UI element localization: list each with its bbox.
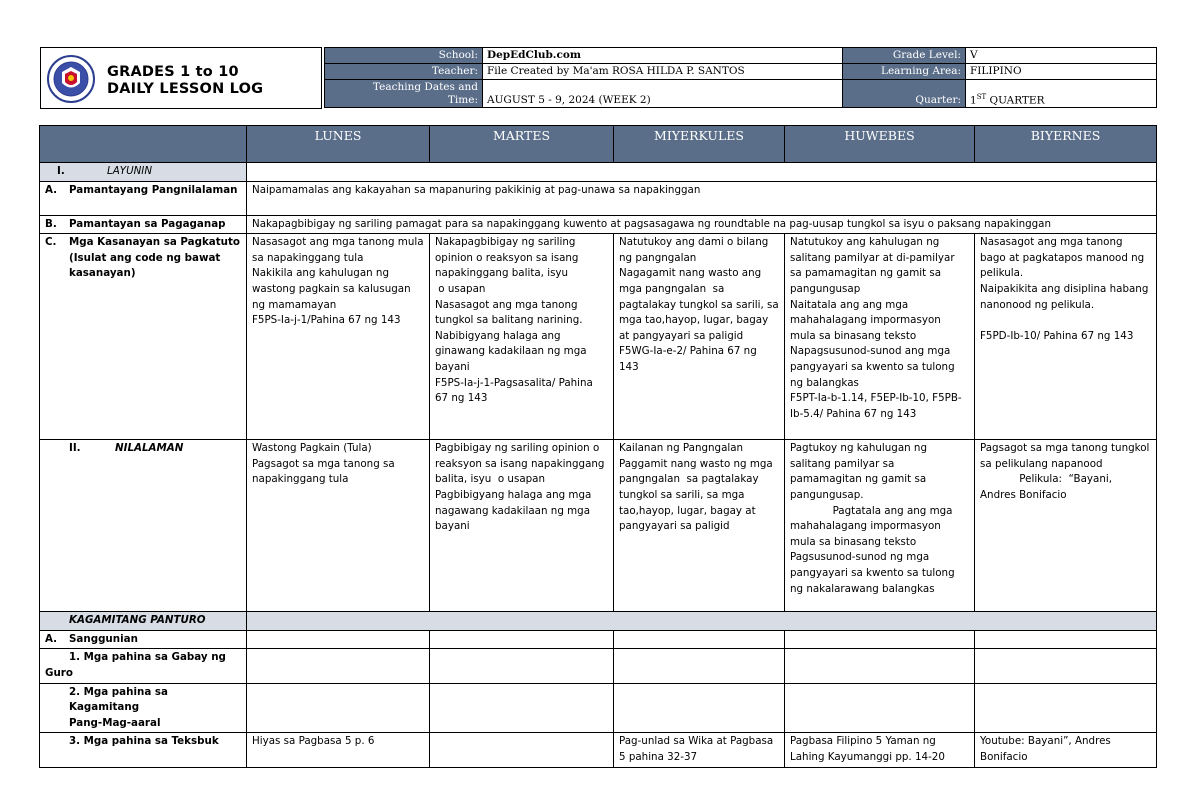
row-a xyxy=(40,181,1157,215)
layunin-num: I. xyxy=(57,165,65,177)
sang-fri xyxy=(975,630,1157,649)
c-fri: Nasasagot ang mga tanong bago at pagkatapos manood ng pelikula. Naipakikita ang disiplina habang nanonood ng pelikula. F5PD-Ib-10/ Pahina 67 ng 143 xyxy=(975,234,1157,440)
mag-aaral-thu xyxy=(785,683,975,733)
corner-cell xyxy=(40,126,247,163)
teksbuk-thu: Pagbasa Filipino 5 Yaman ng Lahing Kayumanggi pp. 14-20 xyxy=(785,733,975,767)
row-c-label xyxy=(40,234,247,440)
row-nilalaman xyxy=(40,440,1157,612)
sang-mon xyxy=(247,630,430,649)
school-value: DepEdClub.com xyxy=(483,48,843,64)
nil-mon: Wastong Pagkain (Tula) Pagsagot sa mga tanong sa napakinggang tula xyxy=(247,440,430,612)
row-c xyxy=(40,234,1157,440)
title-line-2: DAILY LESSON LOG xyxy=(107,81,264,97)
quarter-sup: ST xyxy=(976,92,987,101)
quarter-value xyxy=(966,80,1157,108)
day-header-thu: HUWEBES xyxy=(785,126,975,163)
teksbuk-fri: Youtube: Bayani”, Andres Bonifacio xyxy=(975,733,1157,767)
sang-wed xyxy=(614,630,785,649)
sanggunian-text: Sanggunian xyxy=(69,632,138,645)
c-mon: Nasasagot ang mga tanong mula sa napakinggang tula Nakikila ang kahulugan ng wastong pagkain sa kalusugan ng mamamayan F5PS-Ia-j-1/Pahina 67 ng 143 xyxy=(247,234,430,440)
row-b-num: B. xyxy=(45,217,57,230)
sang-thu xyxy=(785,630,975,649)
row-b-text: Pamantayan sa Pagaganap xyxy=(69,217,226,230)
deped-seal-icon xyxy=(45,54,97,104)
area-value: FILIPINO xyxy=(966,64,1157,80)
row-b-label xyxy=(40,215,247,234)
teksbuk-mon: Hiyas sa Pagbasa 5 p. 6 xyxy=(247,733,430,767)
row-kagamitan xyxy=(40,612,1157,631)
nil-thu: Pagtukoy ng kahulugan ng salitang pamilyar sa pamamagitan ng gamit sa pangungusap. Pagtatala ang ang mga mahahalagang impormasyon mula sa binasang teksto Pagsusunod-sunod ng mga pangyayari sa kwento sa tulong ng nakalarawang balangkas xyxy=(785,440,975,612)
nilalaman-text: NILALAMAN xyxy=(115,442,184,455)
layunin-content xyxy=(247,163,1157,182)
quarter-num: 1 xyxy=(970,94,977,106)
sanggunian-label xyxy=(40,630,247,649)
day-header-mon: LUNES xyxy=(247,126,430,163)
row-c-text: Mga Kasanayan sa Pagkatuto (Isulat ang code ng bawat kasanayan) xyxy=(69,236,240,280)
dates-label-2: Time: xyxy=(447,94,478,106)
gabay-label xyxy=(40,649,247,683)
mag-aaral-fri xyxy=(975,683,1157,733)
day-header-tue: MARTES xyxy=(430,126,614,163)
quarter-label: Quarter: xyxy=(843,80,966,108)
gabay-mon xyxy=(247,649,430,683)
nil-tue: Pagbibigay ng sariling opinion o reaksyon sa isang napakinggang balita, isyu o usapan Pagbibigyang halaga ang mga nagawang kadakilaan ng mga bayani xyxy=(430,440,614,612)
school-label: School: xyxy=(325,48,483,64)
nil-fri: Pagsagot sa mga tanong tungkol sa pelikulang napanood Pelikula: “Bayani, Andres Bonifacio xyxy=(975,440,1157,612)
row-a-num: A. xyxy=(45,183,58,196)
teksbuk-tue xyxy=(430,733,614,767)
gabay-tue xyxy=(430,649,614,683)
nil-wed: Kailanan ng Pangngalan Paggamit nang wasto ng mga pangngalan sa pagtalakay tungkol sa sarili, sa mga tao,hayop, lugar, bagay at pangyayari sa paligid xyxy=(614,440,785,612)
teksbuk-label xyxy=(40,733,247,767)
grade-label: Grade Level: xyxy=(843,48,966,64)
teksbuk-wed: Pag-unlad sa Wika at Pagbasa 5 pahina 32-37 xyxy=(614,733,785,767)
area-label: Learning Area: xyxy=(843,64,966,80)
c-thu: Natutukoy ang kahulugan ng salitang pamilyar at di-pamilyar sa pamamagitan ng gamit sa pangungusap Naitatala ang ang mga mahahalagang impormasyon mula sa binasang teksto Napagsusunod-sunod ang mga pangyayari sa kwento sa tulong ng balangkas F5PT-Ia-b-1.14, F5EP-Ib-10, F5PB-Ib-5.4/ Pahina 67 ng 143 xyxy=(785,234,975,440)
teacher-label: Teacher: xyxy=(325,64,483,80)
row-a-label xyxy=(40,181,247,215)
row-gabay xyxy=(40,649,1157,683)
dates-label-1: Teaching Dates and xyxy=(372,81,478,93)
mag-aaral-wed xyxy=(614,683,785,733)
mag-aaral-label xyxy=(40,683,247,733)
row-sanggunian xyxy=(40,630,1157,649)
sanggunian-num: A. xyxy=(45,632,58,645)
mag-aaral-text-1: 2. Mga pahina sa Kagamitang xyxy=(69,685,168,714)
mag-aaral-tue xyxy=(430,683,614,733)
grade-value: V xyxy=(966,48,1157,64)
mag-aaral-mon xyxy=(247,683,430,733)
layunin-row xyxy=(40,163,1157,182)
gabay-text: 1. Mga pahina sa Gabay ng Guro xyxy=(45,651,226,679)
nilalaman-num: II. xyxy=(69,442,81,455)
kagamitan-label xyxy=(40,612,247,631)
row-b xyxy=(40,215,1157,234)
gabay-wed xyxy=(614,649,785,683)
quarter-text: QUARTER xyxy=(986,94,1045,106)
dates-label xyxy=(325,80,483,108)
row-teksbuk xyxy=(40,733,1157,767)
row-b-value: Nakapagbibigay ng sariling pamagat para sa napakinggang kuwento at pagsasagawa ng roundtable na pag-uusap tungkol sa isyu o paksang napakinggan xyxy=(247,215,1157,234)
teksbuk-text: 3. Mga pahina sa Teksbuk xyxy=(69,735,219,748)
row-a-value: Naipamamalas ang kakayahan sa mapanuring pakikinig at pag-unawa sa napakinggan xyxy=(247,181,1157,215)
header-info-table xyxy=(324,47,1157,108)
sang-tue xyxy=(430,630,614,649)
lesson-log-table xyxy=(39,125,1157,768)
c-wed: Natutukoy ang dami o bilang ng pangngalan Nagagamit nang wasto ang mga pangngalan sa pagtalakay tungkol sa sarili, sa mga tao,hayop, lugar, bagay at pangyayari sa paligid F5WG-Ia-e-2/ Pahina 67 ng 143 xyxy=(614,234,785,440)
row-c-num: C. xyxy=(45,236,57,249)
row-kagamitan-mag-aaral xyxy=(40,683,1157,733)
day-header-fri: BIYERNES xyxy=(975,126,1157,163)
row-a-text: Pamantayang Pangnilalaman xyxy=(69,183,238,196)
layunin-label xyxy=(40,163,247,182)
layunin-text: LAYUNIN xyxy=(107,165,153,177)
c-tue: Nakapagbibigay ng sariling opinion o reaksyon sa isang napakinggang balita, isyu o usapan Nasasagot ang mga tanong tungkol sa balitang narining. Nabibigyang halaga ang ginawang kadakilaan ng mga bayani F5PS-Ia-j-1-Pagsasalita/ Pahina 67 ng 143 xyxy=(430,234,614,440)
gabay-fri xyxy=(975,649,1157,683)
dates-value: AUGUST 5 - 9, 2024 (WEEK 2) xyxy=(483,80,843,108)
day-header-row xyxy=(40,126,1157,163)
kagamitan-text: KAGAMITANG PANTURO xyxy=(69,614,206,627)
title-line-1: GRADES 1 to 10 xyxy=(107,64,239,80)
mag-aaral-text-2: Pang-Mag-aaral xyxy=(69,716,161,729)
gabay-thu xyxy=(785,649,975,683)
nilalaman-label xyxy=(40,440,247,612)
day-header-wed: MIYERKULES xyxy=(614,126,785,163)
header-title-block xyxy=(40,47,322,109)
kagamitan-content xyxy=(247,612,1157,631)
teacher-value: File Created by Ma'am ROSA HILDA P. SANTOS xyxy=(483,64,843,80)
